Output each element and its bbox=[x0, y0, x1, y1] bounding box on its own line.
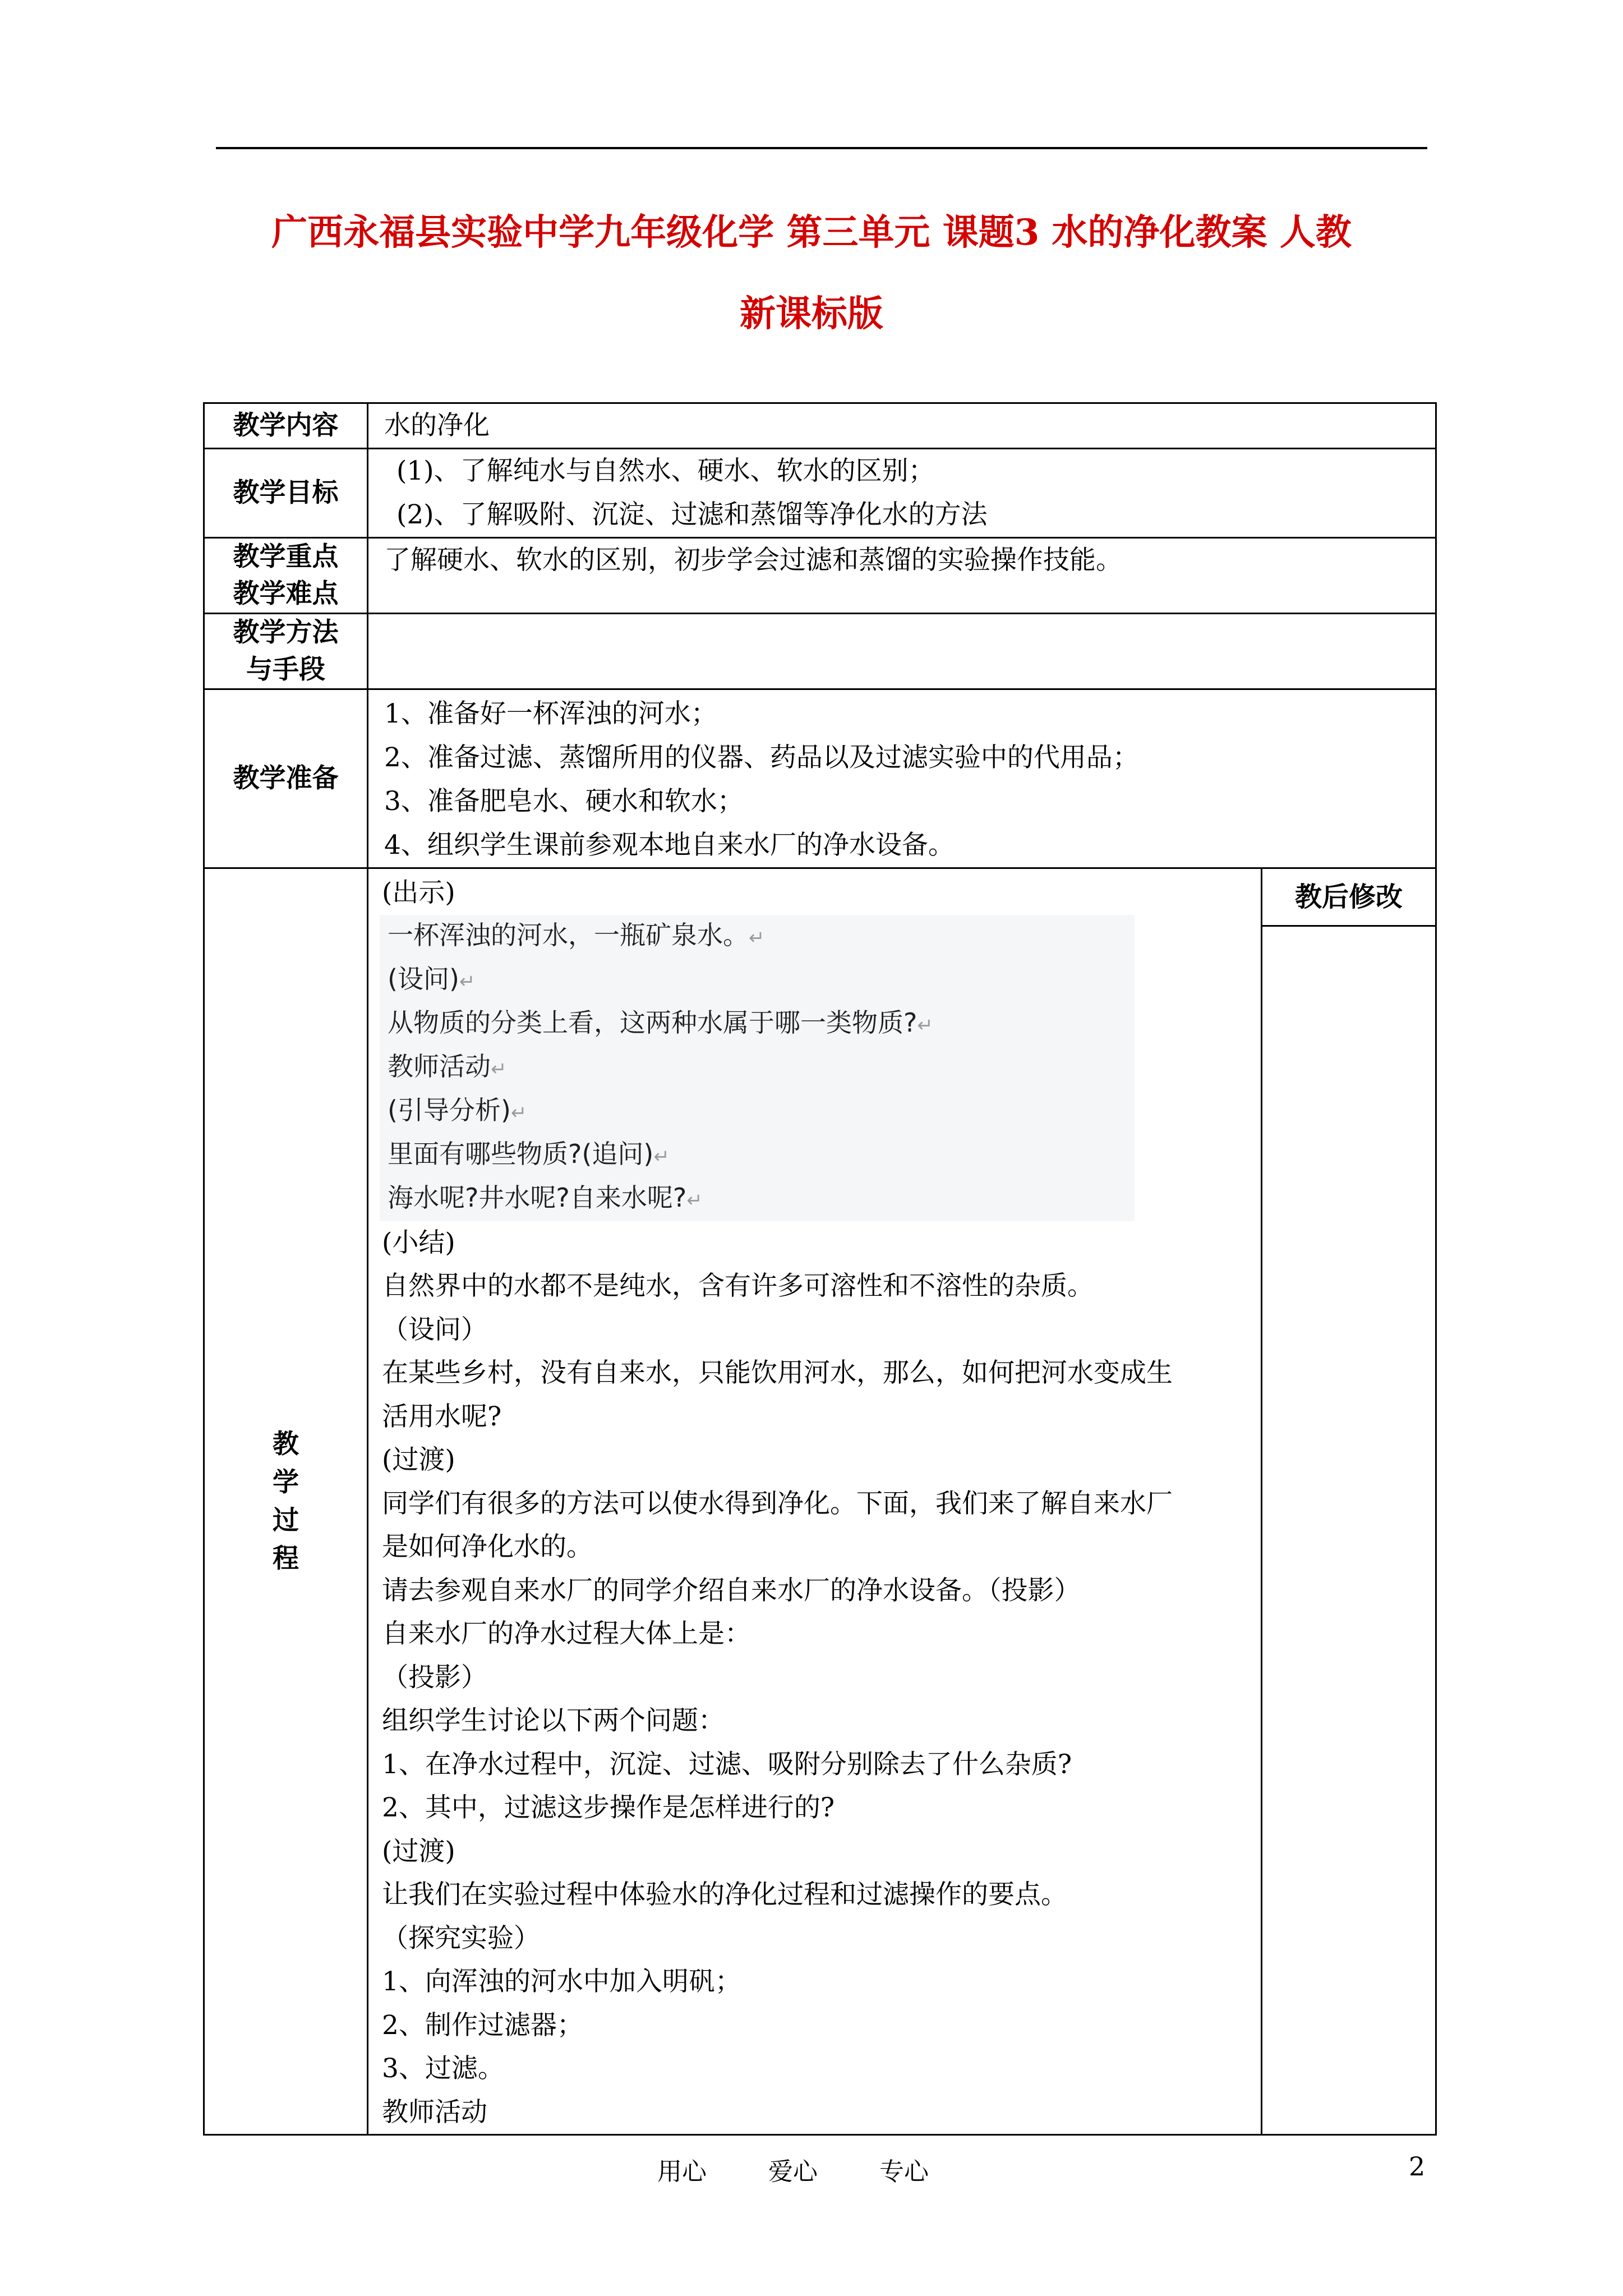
process-content bbox=[368, 868, 1262, 2135]
return-mark-icon: ↵ bbox=[491, 1057, 507, 1080]
process-line: 请去参观自来水厂的同学介绍自来水厂的净水设备。（投影） bbox=[382, 1575, 1081, 1606]
page-number: 2 bbox=[1409, 2151, 1426, 2182]
row-content bbox=[204, 403, 1436, 449]
row-keypoints bbox=[204, 538, 1436, 614]
return-mark-icon: ↵ bbox=[653, 1145, 670, 1168]
keypoint-label-1: 教学重点 bbox=[233, 541, 339, 572]
return-mark-icon: ↵ bbox=[686, 1189, 703, 1212]
process-line: 教师活动 bbox=[382, 2096, 487, 2128]
shot-line bbox=[388, 1090, 1135, 1134]
process-line: （设问） bbox=[382, 1314, 487, 1345]
process-line: 1、向浑浊的河水中加入明矾； bbox=[382, 1966, 741, 1997]
keypoint-label bbox=[204, 538, 368, 614]
process-label-char: 程 bbox=[273, 1543, 299, 1574]
process-line: 2、制作过滤器； bbox=[382, 2009, 583, 2041]
header-rule bbox=[216, 147, 1427, 149]
return-mark-icon: ↵ bbox=[749, 926, 765, 949]
lesson-plan-table bbox=[203, 402, 1437, 2136]
process-line: 是如何净化水的。 bbox=[382, 1531, 593, 1562]
shot-line bbox=[388, 1046, 1135, 1090]
shot-line-text: 里面有哪些物质?(追问) bbox=[388, 1138, 654, 1169]
prep-value bbox=[368, 689, 1436, 868]
goals-label: 教学目标 bbox=[204, 449, 368, 538]
footer-motto: 爱心 bbox=[768, 2157, 818, 2186]
process-line: (小结) bbox=[382, 1227, 455, 1258]
process-line: （投影） bbox=[382, 1662, 487, 1693]
prep-item: 1、准备好一杯浑浊的河水； bbox=[384, 698, 717, 729]
goal-item: (1)、了解纯水与自然水、硬水、软水的区别； bbox=[396, 455, 935, 486]
document-title-line1: 广西永福县实验中学九年级化学 第三单元 课题3 水的净化教案 人教 bbox=[271, 211, 1352, 254]
process-line: 3、过滤。 bbox=[382, 2053, 504, 2084]
prep-item: 3、准备肥皂水、硬水和软水； bbox=[384, 786, 744, 817]
goals-value bbox=[368, 449, 1436, 538]
row-methods bbox=[204, 614, 1436, 689]
prep-item: 2、准备过滤、蒸馏所用的仪器、药品以及过滤实验中的代用品； bbox=[384, 742, 1139, 773]
method-label bbox=[204, 614, 368, 689]
return-mark-icon: ↵ bbox=[510, 1101, 527, 1124]
embedded-screenshot-text bbox=[380, 915, 1135, 1221]
shot-line bbox=[388, 1002, 1135, 1046]
process-line: 2、其中，过滤这步操作是怎样进行的? bbox=[382, 1792, 835, 1823]
content-value: 水的净化 bbox=[368, 403, 1436, 449]
shot-line bbox=[388, 1134, 1135, 1177]
process-line: 自来水厂的净水过程大体上是： bbox=[382, 1618, 751, 1649]
process-line: （探究实验） bbox=[382, 1922, 540, 1954]
goal-item: (2)、了解吸附、沉淀、过滤和蒸馏等净化水的方法 bbox=[396, 499, 988, 530]
shot-line-text: 一杯浑浊的河水，一瓶矿泉水。 bbox=[388, 919, 749, 950]
revision-column bbox=[1262, 868, 1436, 2135]
return-mark-icon: ↵ bbox=[917, 1014, 933, 1037]
shot-line-text: 从物质的分类上看，这两种水属于哪一类物质? bbox=[388, 1007, 917, 1038]
return-mark-icon: ↵ bbox=[459, 970, 476, 993]
revision-label: 教后修改 bbox=[1262, 869, 1435, 927]
process-line: 在某些乡村，没有自来水，只能饮用河水，那么，如何把河水变成生 bbox=[382, 1358, 1173, 1388]
shot-line-text: 教师活动 bbox=[388, 1051, 491, 1082]
method-value bbox=[368, 614, 1436, 689]
method-label-1: 教学方法 bbox=[233, 617, 339, 648]
shot-line-text: (设问) bbox=[388, 963, 459, 994]
shot-line bbox=[388, 959, 1135, 1002]
row-preparation bbox=[204, 689, 1436, 868]
footer-motto: 专心 bbox=[879, 2157, 929, 2186]
keypoint-value: 了解硬水、软水的区别，初步学会过滤和蒸馏的实验操作技能。 bbox=[368, 538, 1436, 614]
process-line: (出示) bbox=[382, 877, 455, 908]
shot-line-text: (引导分析) bbox=[388, 1094, 511, 1125]
shot-line bbox=[388, 1177, 1135, 1221]
method-label-2: 与手段 bbox=[246, 654, 325, 685]
prep-label: 教学准备 bbox=[204, 689, 368, 868]
process-line: 活用水呢? bbox=[382, 1401, 502, 1432]
process-line: 同学们有很多的方法可以使水得到净化。下面，我们来了解自来水厂 bbox=[382, 1488, 1173, 1519]
process-line: 让我们在实验过程中体验水的净化过程和过滤操作的要点。 bbox=[382, 1879, 1067, 1910]
process-label-char: 过 bbox=[273, 1504, 299, 1536]
row-goals bbox=[204, 449, 1436, 538]
process-label bbox=[204, 868, 368, 2135]
keypoint-label-2: 教学难点 bbox=[233, 578, 339, 609]
row-process bbox=[204, 868, 1436, 2135]
shot-line bbox=[388, 915, 1135, 959]
process-label-char: 学 bbox=[273, 1466, 299, 1498]
process-line: 自然界中的水都不是纯水，含有许多可溶性和不溶性的杂质。 bbox=[382, 1271, 1094, 1301]
process-line: 组织学生讨论以下两个问题： bbox=[382, 1705, 725, 1736]
process-line: (过渡) bbox=[382, 1835, 455, 1867]
shot-line-text: 海水呢?井水呢?自来水呢? bbox=[388, 1182, 687, 1213]
footer-motto: 用心 bbox=[657, 2157, 707, 2186]
process-line: 1、在净水过程中，沉淀、过滤、吸附分别除去了什么杂质? bbox=[382, 1749, 1072, 1780]
process-line: (过渡) bbox=[382, 1444, 455, 1475]
prep-item: 4、组织学生课前参观本地自来水厂的净水设备。 bbox=[384, 830, 955, 861]
content-label: 教学内容 bbox=[204, 403, 368, 449]
document-title-line2: 新课标版 bbox=[740, 293, 883, 335]
process-label-char: 教 bbox=[273, 1428, 299, 1460]
